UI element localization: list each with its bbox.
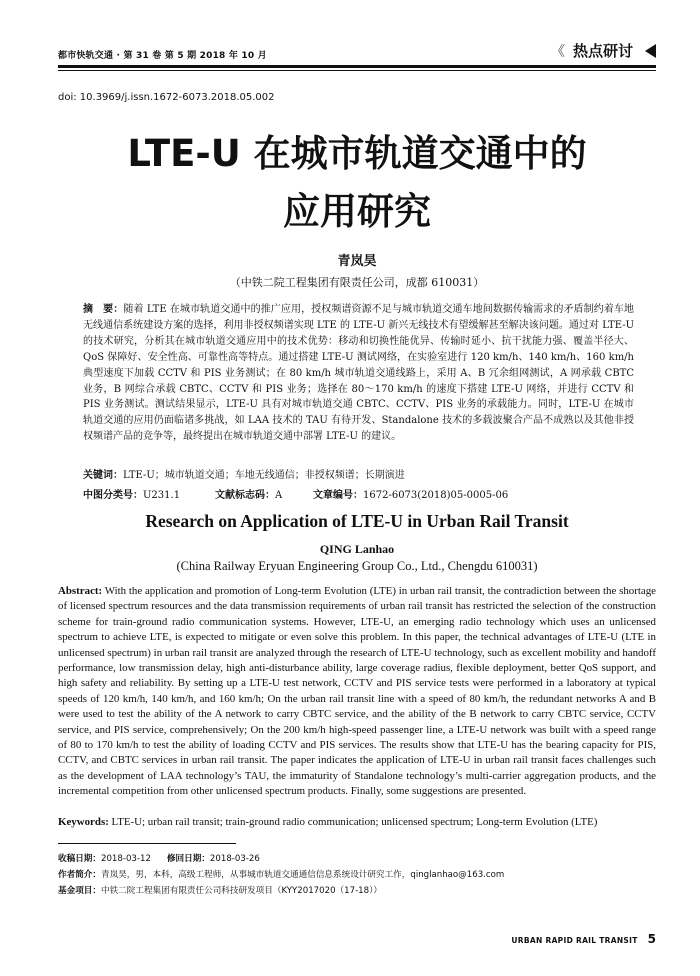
received-date: 2018-03-12 <box>100 854 151 864</box>
affiliation-cn: （中铁二院工程集团有限责任公司，成都 610031） <box>229 276 485 289</box>
received-label: 收稿日期： <box>58 854 101 864</box>
keywords-cn <box>83 466 634 481</box>
bio-text: 青岚昊，男，本科，高级工程师，从事城市轨道交通通信信息系统设计研究工作，qinglanhao@163.com <box>100 870 505 880</box>
doc-code-value: A <box>275 490 283 501</box>
journal-issue-header: 都市快轨交通 · 第 31 卷 第 5 期 2018 年 10 月 <box>58 51 267 61</box>
abstract-en <box>58 584 656 800</box>
header-rule-thick <box>58 65 656 68</box>
double-chevron-icon: 《 <box>550 43 565 60</box>
author-cn: 青岚昊 <box>337 254 377 269</box>
keywords-en-text: LTE-U; urban rail transit; train-ground radio communication; unlicensed spectrum; Long-term Evolution (LTE) <box>108 816 598 828</box>
doc-code-label: 文献标志码： <box>215 490 275 501</box>
triangle-left-icon <box>645 44 656 58</box>
affiliation-en: (China Railway Eryuan Engineering Group Co., Ltd., Chengdu 610031) <box>176 559 538 573</box>
fund-text: 中铁二院工程集团有限责任公司科技研发项目（KYY2017020（17-18）） <box>100 886 383 896</box>
abstract-cn-label: 摘 要： <box>83 304 124 315</box>
footnote-rule <box>58 843 236 844</box>
clc-label: 中图分类号： <box>83 490 143 501</box>
column-name: 热点研讨 <box>572 42 633 60</box>
footer-journal-name: URBAN RAPID RAIL TRANSIT <box>511 936 638 945</box>
revised-label: 修回日期： <box>166 854 210 864</box>
article-number-value: 1672-6073(2018)05-0005-06 <box>363 490 509 501</box>
abstract-cn-text: 随着 LTE 在城市轨道交通中的推广应用，授权频谱资源不足与城市轨道交通车地间数据传输需求的矛盾制约着车地无线通信系统建设方案的选择，利用非授权频谱实现 LTE 的 LTE-U 新兴无线技术有望缓解甚至解决该问题。通过对 LTE-U 的技术研究，分析其在城市轨道交通应用中的技术优势：移动和切换性能优异、传输时延小、抗干扰能力强、覆盖半径大、QoS 保障好、安全性高、可靠性高等特点。通过搭建 LTE-U 测试网络，在实验室进行 120 km/h、140 km/h、160 km/h 典型速度下加载 CCTV 和 PIS 业务测试；在 80 km/h 城市轨道交通线路上，采用 A、B 冗余组网测试，A 网承载 CBTC 业务，B 网综合承载 CBTC、CCTV 和 PIS 业务；选择在 80～170 km/h 的速度下搭建 LTE-U 网络，并进行 CCTV 和 PIS 业务测试。测试结果显示，LTE-U 具有对城市轨道交通 CBTC、CCTV、PIS 业务的承载能力。同时，LTE-U 在城市轨道交通的应用仍面临诸多挑战，如 LAA 技术的 TAU 有待开发、Standalone 技术的多载波聚合产品不成熟以及其他非授权频谱产品的竞争等，最终提出在城市轨道交通中部署 LTE-U 的建议。 <box>83 304 635 443</box>
fund-label: 基金项目： <box>58 886 101 896</box>
abstract-en-label: Abstract: <box>58 585 103 597</box>
page-number: 5 <box>647 932 656 946</box>
title-cn-line1: LTE-U 在城市轨道交通中的 <box>127 132 587 175</box>
keywords-cn-label: 关键词： <box>83 470 123 481</box>
title-cn-line2: 应用研究 <box>283 190 431 233</box>
keywords-en <box>58 816 656 828</box>
abstract-en-text: With the application and promotion of Long-term Evolution (LTE) in urban rail transit, the contradiction between the shortage of licensed spectrum resources and the data transmission requirements of urban rail transit has restricted the selection of the construction scheme for train-ground radio communication systems. However, LTE-U, an emerging radio technology which uses an unlicensed spectrum to achieve LTE, is expected to mitigate or even solve this problem. In this paper, the technical advantages of LTE-U (LTE in unlicensed spectrum) in urban rail transit are analyzed through the research of LTE-U technology, such as excellent mobility and handoff performance, low transmission delay, high anti-disturbance ability, large coverage radius, flexible deployment, better QoS support, and high safety and reliability. By setting up a LTE-U test network, CCTV and PIS service tests were performed in a laboratory at typical speeds of 120 km/h, 140 km/h, and 160 km/h; On the urban rail transit line with a speed of 80 km/h, the redundant networks A and B were used to test the ability of the A network to carry CBTC service, and the ability of the B network to carry CBTC service, CCTV service, and PIS service, comprehensively; On the 200 km/h high-speed passenger line, a LTE-U network was built with a speed range of 80 to 170 km/h to test the ability of loading CCTV and PIS services. The results show that LTE-U has the bearing capacity for PIS, CCTV, and CBTC services in urban rail transit. The paper indicates the application of LTE-U in urban rail transit faces challenges such as the development of LAA technology’s TAU, the immaturity of Standalone technology’s multi-carrier aggregation products, and the incremental competition from other unlicensed spectrum products. Finally, some suggestions are presented. <box>58 585 656 798</box>
header-rule-thin <box>58 70 656 71</box>
revised-date: 2018-03-26 <box>209 854 260 864</box>
column-header <box>551 40 656 61</box>
author-en: QING Lanhao <box>319 542 395 556</box>
doc-code <box>215 486 313 501</box>
article-number-label: 文章编号： <box>313 490 363 501</box>
article-number <box>313 486 508 501</box>
footnote-dates <box>58 852 260 864</box>
classification-meta <box>83 486 508 501</box>
keywords-en-label: Keywords: <box>58 816 109 828</box>
footnote-fund <box>58 884 382 896</box>
page-footer <box>511 932 656 946</box>
bio-label: 作者简介： <box>58 870 101 880</box>
keywords-cn-text: LTE-U；城市轨道交通；车地无线通信；非授权频谱；长期演进 <box>123 470 405 481</box>
title-en: Research on Application of LTE-U in Urban Rail Transit <box>145 511 569 531</box>
footnote-author-bio <box>58 868 504 880</box>
clc-number <box>83 486 215 501</box>
abstract-cn <box>83 302 634 445</box>
clc-value: U231.1 <box>143 490 181 501</box>
doi: doi: 10.3969/j.issn.1672-6073.2018.05.002 <box>58 92 275 103</box>
